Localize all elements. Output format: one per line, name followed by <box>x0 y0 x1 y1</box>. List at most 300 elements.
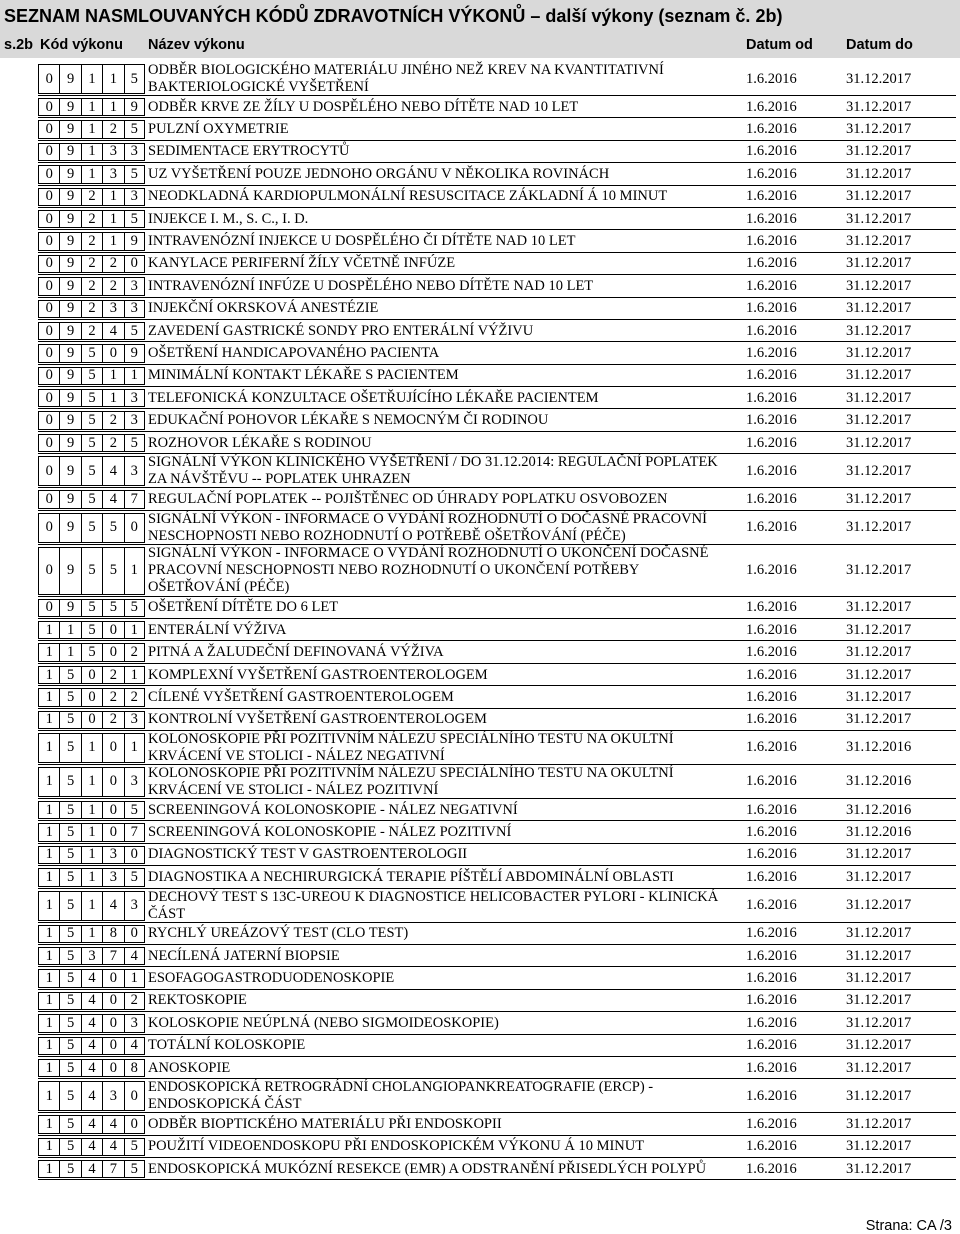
procedure-name: SCREENINGOVÁ KOLONOSKOPIE - NÁLEZ POZITIVNÍ <box>148 824 512 841</box>
date-to: 31.12.2017 <box>846 868 912 885</box>
code-digit: 5 <box>81 389 102 407</box>
procedure-name-cell <box>148 765 743 799</box>
date-to: 31.12.2017 <box>846 367 912 384</box>
code-digit: 5 <box>124 64 145 94</box>
code-digit: 5 <box>59 846 80 864</box>
date-to: 31.12.2017 <box>846 322 912 339</box>
procedure-name-cell <box>148 342 743 364</box>
table-row <box>0 1079 960 1113</box>
code-digit: 3 <box>124 389 145 407</box>
procedure-code <box>38 823 145 841</box>
code-digit: 1 <box>81 891 102 921</box>
code-digit: 0 <box>38 255 59 273</box>
code-digit: 1 <box>59 621 80 639</box>
procedure-name: REKTOSKOPIE <box>148 992 247 1009</box>
procedure-code <box>38 1037 145 1055</box>
code-digit: 1 <box>38 767 59 797</box>
procedure-name: MINIMÁLNÍ KONTAKT LÉKAŘE S PACIENTEM <box>148 367 459 384</box>
code-digit: 5 <box>59 711 80 729</box>
table-row <box>0 62 960 96</box>
table-row <box>0 799 960 821</box>
procedure-code <box>38 868 145 886</box>
procedure-name: SIGNÁLNÍ VÝKON - INFORMACE O VYDÁNÍ ROZHODNUTÍ O DOČASNÉ PRACOVNÍ NESCHOPNOSTI NEBO ROZHODNUTÍ O POTŘEBĚ OŠETŘOVÁNÍ (PÉČE) <box>148 510 707 544</box>
code-digit: 5 <box>124 120 145 138</box>
code-digit: 4 <box>81 1138 102 1156</box>
table-row <box>0 141 960 163</box>
code-digit: 7 <box>124 490 145 508</box>
code-digit: 3 <box>124 711 145 729</box>
table-row <box>0 342 960 364</box>
code-digit: 0 <box>38 143 59 161</box>
code-digit: 1 <box>124 969 145 987</box>
code-digit: 9 <box>124 232 145 250</box>
code-digit: 9 <box>59 434 80 452</box>
date-from: 1.6.2016 <box>746 277 797 294</box>
procedure-name-cell <box>148 731 743 765</box>
procedure-name-cell <box>148 709 743 731</box>
date-to: 31.12.2017 <box>846 389 912 406</box>
table-row <box>0 619 960 641</box>
code-digit: 1 <box>38 1014 59 1032</box>
date-from: 1.6.2016 <box>746 621 797 638</box>
procedure-name: KOMPLEXNÍ VYŠETŘENÍ GASTROENTEROLOGEM <box>148 666 488 683</box>
code-digit: 3 <box>124 188 145 206</box>
code-digit: 9 <box>124 344 145 362</box>
code-digit: 1 <box>38 666 59 684</box>
procedure-name: ENDOSKOPICKÁ RETROGRÁDNÍ CHOLANGIOPANKREATOGRAFIE (ERCP) - ENDOSKOPICKÁ ČÁST <box>148 1079 654 1113</box>
procedure-name: SEDIMENTACE ERYTROCYTŮ <box>148 143 350 160</box>
code-digit: 1 <box>124 621 145 639</box>
code-digit: 5 <box>124 165 145 183</box>
table-row <box>0 821 960 843</box>
date-from: 1.6.2016 <box>746 165 797 182</box>
date-to: 31.12.2017 <box>846 233 912 250</box>
code-digit: 1 <box>102 188 123 206</box>
date-from: 1.6.2016 <box>746 70 797 87</box>
table-row <box>0 365 960 387</box>
code-digit: 3 <box>124 767 145 797</box>
procedure-code <box>38 232 145 250</box>
date-to: 31.12.2017 <box>846 519 912 536</box>
code-digit: 0 <box>38 389 59 407</box>
code-digit: 0 <box>124 1115 145 1133</box>
code-digit: 1 <box>38 823 59 841</box>
table-row <box>0 1012 960 1034</box>
code-digit: 9 <box>124 98 145 116</box>
code-digit: 5 <box>124 868 145 886</box>
procedure-code <box>38 411 145 429</box>
page-number: Strana: CA /3 <box>865 1218 952 1234</box>
code-digit: 5 <box>59 1160 80 1178</box>
procedure-code <box>38 1115 145 1133</box>
code-digit: 4 <box>102 891 123 921</box>
code-digit: 1 <box>38 643 59 661</box>
date-from: 1.6.2016 <box>746 925 797 942</box>
code-digit: 5 <box>124 801 145 819</box>
code-digit: 7 <box>102 1160 123 1178</box>
procedure-code <box>38 947 145 965</box>
procedure-name-cell <box>148 545 743 597</box>
code-digit: 4 <box>102 322 123 340</box>
row-divider <box>38 1179 956 1180</box>
procedure-name-cell <box>148 889 743 923</box>
code-digit: 4 <box>81 1037 102 1055</box>
date-to: 31.12.2017 <box>846 711 912 728</box>
table-row <box>0 664 960 686</box>
code-digit: 1 <box>81 143 102 161</box>
code-digit: 0 <box>38 165 59 183</box>
table-row <box>0 765 960 799</box>
date-to: 31.12.2017 <box>846 1014 912 1031</box>
procedure-code <box>38 688 145 706</box>
procedure-code <box>38 547 145 595</box>
procedure-name-cell <box>148 1057 743 1079</box>
code-digit: 0 <box>38 411 59 429</box>
procedure-name-cell <box>148 619 743 641</box>
procedure-name-cell <box>148 163 743 185</box>
procedure-name: KOLOSKOPIE NEÚPLNÁ (NEBO SIGMOIDEOSKOPIE) <box>148 1014 499 1031</box>
code-digit: 3 <box>102 1081 123 1111</box>
code-digit: 2 <box>102 688 123 706</box>
code-digit: 0 <box>124 846 145 864</box>
code-digit: 0 <box>38 456 59 486</box>
header-code: Kód výkonu <box>40 37 123 53</box>
code-digit: 8 <box>124 1059 145 1077</box>
procedure-table <box>0 62 960 1180</box>
table-row <box>0 208 960 230</box>
code-digit: 9 <box>59 188 80 206</box>
code-digit: 7 <box>124 823 145 841</box>
code-digit: 1 <box>38 925 59 943</box>
table-row <box>0 1035 960 1057</box>
procedure-name-cell <box>148 844 743 866</box>
procedure-name-cell <box>148 1079 743 1113</box>
code-digit: 2 <box>81 277 102 295</box>
date-to: 31.12.2017 <box>846 344 912 361</box>
code-digit: 0 <box>102 621 123 639</box>
procedure-name-cell <box>148 990 743 1012</box>
code-digit: 5 <box>102 599 123 617</box>
code-digit: 5 <box>124 1138 145 1156</box>
code-digit: 1 <box>38 992 59 1010</box>
code-digit: 1 <box>102 389 123 407</box>
code-digit: 2 <box>102 255 123 273</box>
procedure-code <box>38 846 145 864</box>
procedure-name: RYCHLÝ UREÁZOVÝ TEST (CLO TEST) <box>148 925 409 942</box>
code-digit: 2 <box>102 411 123 429</box>
code-digit: 2 <box>81 322 102 340</box>
code-digit: 1 <box>38 1160 59 1178</box>
procedure-name: INJEKCE I. M., S. C., I. D. <box>148 210 309 227</box>
procedure-name: SIGNÁLNÍ VÝKON KLINICKÉHO VYŠETŘENÍ / DO 31.12.2014: REGULAČNÍ POPLATEK ZA NÁVŠTĚVU -- POPLATEK UHRAZEN <box>148 454 718 488</box>
procedure-code <box>38 1081 145 1111</box>
code-digit: 9 <box>59 389 80 407</box>
procedure-name-cell <box>148 923 743 945</box>
code-digit: 0 <box>38 513 59 543</box>
table-row <box>0 990 960 1012</box>
date-to: 31.12.2017 <box>846 970 912 987</box>
code-digit: 0 <box>102 801 123 819</box>
code-digit: 5 <box>59 925 80 943</box>
procedure-code <box>38 513 145 543</box>
procedure-name-cell <box>148 454 743 488</box>
procedure-name: NECÍLENÁ JATERNÍ BIOPSIE <box>148 947 340 964</box>
procedure-code <box>38 143 145 161</box>
table-row <box>0 889 960 923</box>
table-row <box>0 709 960 731</box>
code-digit: 0 <box>38 210 59 228</box>
procedure-name-cell <box>148 866 743 888</box>
code-digit: 5 <box>124 210 145 228</box>
date-to: 31.12.2016 <box>846 824 912 841</box>
procedure-name: ODBĚR BIOPTICKÉHO MATERIÁLU PŘI ENDOSKOPII <box>148 1115 502 1132</box>
code-digit: 1 <box>81 925 102 943</box>
procedure-name-cell <box>148 298 743 320</box>
procedure-name: KANYLACE PERIFERNÍ ŽÍLY VČETNĚ INFÚZE <box>148 255 456 272</box>
procedure-name: NEODKLADNÁ KARDIOPULMONÁLNÍ RESUSCITACE ZÁKLADNÍ Á 10 MINUT <box>148 188 668 205</box>
procedure-name: PITNÁ A ŽALUDEČNÍ DEFINOVANÁ VÝŽIVA <box>148 644 444 661</box>
procedure-name-cell <box>148 432 743 454</box>
procedure-code <box>38 389 145 407</box>
date-to: 31.12.2017 <box>846 666 912 683</box>
code-digit: 1 <box>81 120 102 138</box>
procedure-code <box>38 165 145 183</box>
table-row <box>0 1057 960 1079</box>
code-digit: 5 <box>124 434 145 452</box>
code-digit: 5 <box>59 823 80 841</box>
table-row <box>0 967 960 989</box>
date-to: 31.12.2017 <box>846 1115 912 1132</box>
code-digit: 5 <box>59 733 80 763</box>
date-to: 31.12.2017 <box>846 98 912 115</box>
code-digit: 5 <box>59 1037 80 1055</box>
date-to: 31.12.2017 <box>846 1087 912 1104</box>
date-from: 1.6.2016 <box>746 143 797 160</box>
code-digit: 2 <box>102 120 123 138</box>
code-digit: 3 <box>124 143 145 161</box>
code-digit: 5 <box>81 547 102 595</box>
date-to: 31.12.2017 <box>846 1138 912 1155</box>
procedure-name: DECHOVÝ TEST S 13C-UREOU K DIAGNOSTICE HELICOBACTER PYLORI - KLINICKÁ ČÁST <box>148 888 719 922</box>
code-digit: 3 <box>124 277 145 295</box>
date-to: 31.12.2017 <box>846 462 912 479</box>
procedure-name-cell <box>148 1012 743 1034</box>
table-row <box>0 686 960 708</box>
date-to: 31.12.2017 <box>846 300 912 317</box>
code-digit: 9 <box>59 64 80 94</box>
code-digit: 5 <box>81 621 102 639</box>
code-digit: 5 <box>59 1115 80 1133</box>
date-from: 1.6.2016 <box>746 434 797 451</box>
date-to: 31.12.2017 <box>846 897 912 914</box>
procedure-name-cell <box>148 664 743 686</box>
code-digit: 1 <box>81 165 102 183</box>
date-to: 31.12.2017 <box>846 925 912 942</box>
code-digit: 5 <box>81 490 102 508</box>
date-to: 31.12.2017 <box>846 688 912 705</box>
procedure-name: SCREENINGOVÁ KOLONOSKOPIE - NÁLEZ NEGATIVNÍ <box>148 801 518 818</box>
date-from: 1.6.2016 <box>746 210 797 227</box>
procedure-code <box>38 992 145 1010</box>
procedure-name: INJEKČNÍ OKRSKOVÁ ANESTÉZIE <box>148 300 379 317</box>
code-digit: 4 <box>81 1160 102 1178</box>
code-digit: 9 <box>59 120 80 138</box>
procedure-name-cell <box>148 320 743 342</box>
code-digit: 0 <box>102 344 123 362</box>
code-digit: 9 <box>59 143 80 161</box>
code-digit: 0 <box>38 322 59 340</box>
code-digit: 1 <box>38 1115 59 1133</box>
date-from: 1.6.2016 <box>746 970 797 987</box>
code-digit: 3 <box>124 300 145 318</box>
code-digit: 4 <box>102 1138 123 1156</box>
table-row <box>0 275 960 297</box>
code-digit: 4 <box>81 969 102 987</box>
header-date-from: Datum od <box>746 37 813 53</box>
table-row <box>0 298 960 320</box>
code-digit: 2 <box>102 711 123 729</box>
date-from: 1.6.2016 <box>746 1037 797 1054</box>
code-digit: 1 <box>102 64 123 94</box>
procedure-code <box>38 643 145 661</box>
code-digit: 0 <box>124 255 145 273</box>
code-digit: 1 <box>38 1138 59 1156</box>
code-digit: 5 <box>59 801 80 819</box>
code-digit: 5 <box>124 322 145 340</box>
procedure-name-cell <box>148 387 743 409</box>
code-digit: 0 <box>38 98 59 116</box>
code-digit: 1 <box>38 1059 59 1077</box>
code-digit: 9 <box>59 513 80 543</box>
procedure-name-cell <box>148 799 743 821</box>
procedure-name: ENDOSKOPICKÁ MUKÓZNÍ RESEKCE (EMR) A ODSTRANĚNÍ PŘISEDLÝCH POLYPŮ <box>148 1160 707 1177</box>
procedure-name-cell <box>148 488 743 510</box>
procedure-name-cell <box>148 186 743 208</box>
code-digit: 1 <box>81 767 102 797</box>
date-from: 1.6.2016 <box>746 98 797 115</box>
code-digit: 5 <box>59 969 80 987</box>
procedure-name-cell <box>148 275 743 297</box>
date-from: 1.6.2016 <box>746 711 797 728</box>
code-digit: 0 <box>124 513 145 543</box>
header-name: Název výkonu <box>148 37 245 53</box>
code-digit: 5 <box>81 513 102 543</box>
date-from: 1.6.2016 <box>746 947 797 964</box>
code-digit: 0 <box>102 1059 123 1077</box>
date-from: 1.6.2016 <box>746 1160 797 1177</box>
code-digit: 1 <box>38 868 59 886</box>
procedure-name: KOLONOSKOPIE PŘI POZITIVNÍM NÁLEZU SPECIÁLNÍHO TESTU NA OKULTNÍ KRVÁCENÍ VE STOLICI - NÁLEZ POZITIVNÍ <box>148 764 674 798</box>
procedure-name-cell <box>148 1035 743 1057</box>
procedure-code <box>38 210 145 228</box>
code-digit: 2 <box>124 643 145 661</box>
table-row <box>0 1113 960 1135</box>
procedure-code <box>38 255 145 273</box>
date-from: 1.6.2016 <box>746 255 797 272</box>
procedure-code <box>38 711 145 729</box>
procedure-name: ROZHOVOR LÉKAŘE S RODINOU <box>148 434 372 451</box>
date-from: 1.6.2016 <box>746 1115 797 1132</box>
code-digit: 5 <box>59 1138 80 1156</box>
code-digit: 1 <box>38 947 59 965</box>
procedure-name-cell <box>148 1113 743 1135</box>
code-digit: 5 <box>59 1081 80 1111</box>
table-row <box>0 597 960 619</box>
code-digit: 2 <box>124 688 145 706</box>
code-digit: 0 <box>102 643 123 661</box>
procedure-name-cell <box>148 686 743 708</box>
code-digit: 1 <box>124 367 145 385</box>
code-digit: 1 <box>102 232 123 250</box>
code-digit: 3 <box>102 143 123 161</box>
code-digit: 5 <box>124 1160 145 1178</box>
table-header <box>0 32 960 58</box>
procedure-name-cell <box>148 409 743 431</box>
code-digit: 0 <box>38 344 59 362</box>
code-digit: 5 <box>102 547 123 595</box>
code-digit: 2 <box>81 300 102 318</box>
code-digit: 9 <box>59 456 80 486</box>
table-row <box>0 1136 960 1158</box>
code-digit: 3 <box>124 891 145 921</box>
code-digit: 9 <box>59 547 80 595</box>
code-digit: 5 <box>81 367 102 385</box>
code-digit: 0 <box>102 1014 123 1032</box>
date-to: 31.12.2017 <box>846 143 912 160</box>
code-digit: 1 <box>38 891 59 921</box>
procedure-name-cell <box>148 253 743 275</box>
code-digit: 3 <box>124 456 145 486</box>
procedure-name-cell <box>148 821 743 843</box>
code-digit: 4 <box>81 1115 102 1133</box>
code-digit: 5 <box>124 599 145 617</box>
code-digit: 4 <box>124 1037 145 1055</box>
date-to: 31.12.2017 <box>846 277 912 294</box>
code-digit: 0 <box>38 188 59 206</box>
code-digit: 5 <box>81 411 102 429</box>
date-from: 1.6.2016 <box>746 300 797 317</box>
code-digit: 5 <box>59 688 80 706</box>
procedure-name-cell <box>148 1136 743 1158</box>
code-digit: 1 <box>102 367 123 385</box>
code-digit: 2 <box>102 277 123 295</box>
code-digit: 0 <box>81 711 102 729</box>
code-digit: 2 <box>81 210 102 228</box>
date-from: 1.6.2016 <box>746 389 797 406</box>
procedure-code <box>38 1160 145 1178</box>
code-digit: 5 <box>59 767 80 797</box>
procedure-name: PULZNÍ OXYMETRIE <box>148 121 289 138</box>
code-digit: 9 <box>59 344 80 362</box>
table-row <box>0 641 960 663</box>
date-to: 31.12.2017 <box>846 621 912 638</box>
code-digit: 5 <box>59 666 80 684</box>
procedure-name: TOTÁLNÍ KOLOSKOPIE <box>148 1037 306 1054</box>
code-digit: 2 <box>102 434 123 452</box>
code-digit: 1 <box>38 801 59 819</box>
code-digit: 9 <box>59 599 80 617</box>
date-to: 31.12.2017 <box>846 992 912 1009</box>
code-digit: 2 <box>81 188 102 206</box>
code-digit: 0 <box>38 64 59 94</box>
procedure-code <box>38 120 145 138</box>
procedure-name: POUŽITÍ VIDEOENDOSKOPU PŘI ENDOSKOPICKÉM VÝKONU Á 10 MINUT <box>148 1138 645 1155</box>
code-digit: 0 <box>38 120 59 138</box>
procedure-code <box>38 98 145 116</box>
code-digit: 0 <box>38 367 59 385</box>
table-row <box>0 731 960 765</box>
date-to: 31.12.2017 <box>846 490 912 507</box>
